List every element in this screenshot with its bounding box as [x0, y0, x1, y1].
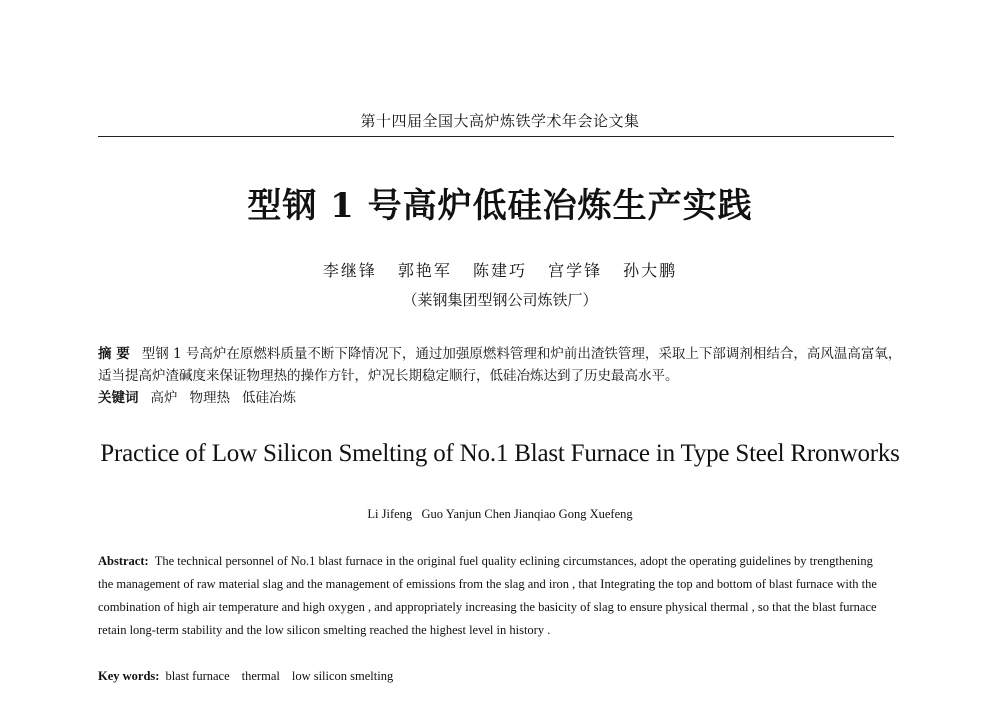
chinese-abstract-label: 摘 要: [98, 346, 130, 362]
chinese-title: 型钢 1 号高炉低硅冶炼生产实践: [247, 186, 753, 226]
running-header: 第十四届全国大高炉炼铁学术年会论文集: [360, 112, 640, 130]
english-keyword: thermal: [241, 669, 280, 683]
english-keyword: blast furnace: [165, 669, 230, 683]
chinese-keyword: 高炉: [150, 390, 178, 406]
english-abstract-label: Abstract:: [98, 554, 149, 568]
chinese-affiliation: （莱钢集团型钢公司炼铁厂）: [402, 291, 598, 309]
english-abstract: [98, 550, 878, 642]
chinese-authors: 李继锋 郭艳军 陈建巧 宫学锋 孙大鹏: [322, 261, 678, 280]
chinese-abstract: [98, 343, 904, 387]
english-keywords: [98, 665, 878, 688]
header-rule: [98, 136, 894, 137]
chinese-keywords: [98, 387, 904, 409]
chinese-keyword: 低硅冶炼: [242, 390, 296, 406]
chinese-keywords-label: 关键词: [98, 390, 139, 406]
chinese-keyword: 物理热: [189, 390, 230, 406]
english-title: Practice of Low Silicon Smelting of No.1 Blast Furnace in Type Steel Rronworks: [100, 440, 900, 467]
english-authors: Li Jifeng Guo Yanjun Chen Jianqiao Gong Xuefeng: [367, 507, 633, 521]
english-keywords-label: Key words:: [98, 669, 160, 683]
english-keyword: low silicon smelting: [291, 669, 394, 683]
english-abstract-text: The technical personnel of No.1 blast furnace in the original fuel quality eclining circumstances, adopt the operating guidelines by trengthening the management of raw material slag and the management of emissions from the slag and iron , that Integrating the top and bottom of blast furnace with the combination of high air temperature and high oxygen , and appropriately increasing the basicity of slag to ensure physical thermal , so that the blast furnace retain long-term stability and the low silicon smelting reached the highest level in history .: [98, 554, 877, 637]
chinese-abstract-text: 型钢 1 号高炉在原燃料质量不断下降情况下，通过加强原燃料管理和炉前出渣铁管理，采取上下部调剂相结合，高风温高富氧，适当提高炉渣碱度来保证物理热的操作方针，炉况长期稳定顺行，低硅冶炼达到了历史最高水平。: [98, 346, 902, 384]
